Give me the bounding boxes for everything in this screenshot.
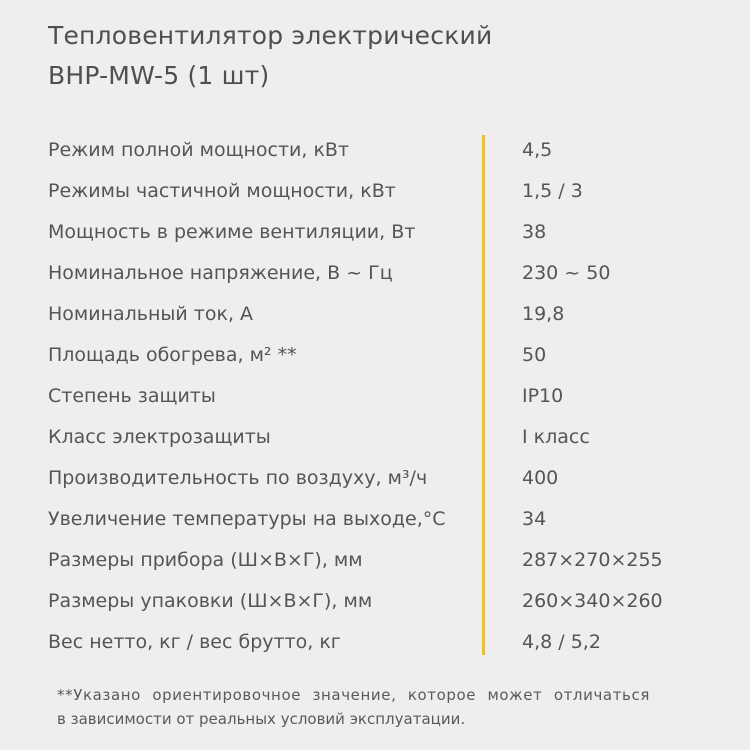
spec-label: Площадь обогрева, м² ** (48, 344, 297, 366)
spec-label: Класс электрозащиты (48, 426, 271, 448)
spec-value: 1,5 / 3 (522, 180, 583, 202)
spec-label: Номинальный ток, А (48, 303, 254, 325)
column-divider (482, 135, 485, 655)
spec-value: 34 (522, 508, 547, 530)
spec-value: 38 (522, 221, 547, 243)
spec-label: Производительность по воздуху, м³/ч (48, 467, 428, 489)
spec-value: 50 (522, 344, 547, 366)
spec-label: Мощность в режиме вентиляции, Вт (48, 221, 416, 243)
spec-label: Режимы частичной мощности, кВт (48, 180, 396, 202)
page-title (48, 16, 492, 96)
title-line-2: BHP-MW-5 (1 шт) (48, 61, 270, 90)
spec-label: Размеры упаковки (Ш×В×Г), мм (48, 590, 373, 612)
spec-value: 4,5 (522, 139, 553, 161)
spec-label: Вес нетто, кг / вес брутто, кг (48, 631, 341, 653)
spec-value: 230 ~ 50 (522, 262, 611, 284)
spec-label: Увеличение температуры на выходе,°С (48, 508, 446, 530)
title-line-1: Тепловентилятор электрический (48, 21, 493, 50)
spec-value: 4,8 / 5,2 (522, 631, 601, 653)
spec-value: 400 (522, 467, 559, 489)
spec-label: Номинальное напряжение, В ~ Гц (48, 262, 393, 284)
spec-value: I класс (522, 426, 590, 448)
spec-value: 287×270×255 (522, 549, 663, 571)
spec-value: 260×340×260 (522, 590, 663, 612)
spec-label: Размеры прибора (Ш×В×Г), мм (48, 549, 363, 571)
spec-value: 19,8 (522, 303, 565, 325)
footnote-line-1: **Указано ориентировочное значение, которое может отличаться (57, 686, 650, 704)
footnote (57, 683, 657, 731)
spec-label: Режим полной мощности, кВт (48, 139, 350, 161)
spec-label: Степень защиты (48, 385, 216, 407)
footnote-line-2: в зависимости от реальных условий эксплуатации. (57, 710, 466, 728)
spec-value: IP10 (522, 385, 564, 407)
